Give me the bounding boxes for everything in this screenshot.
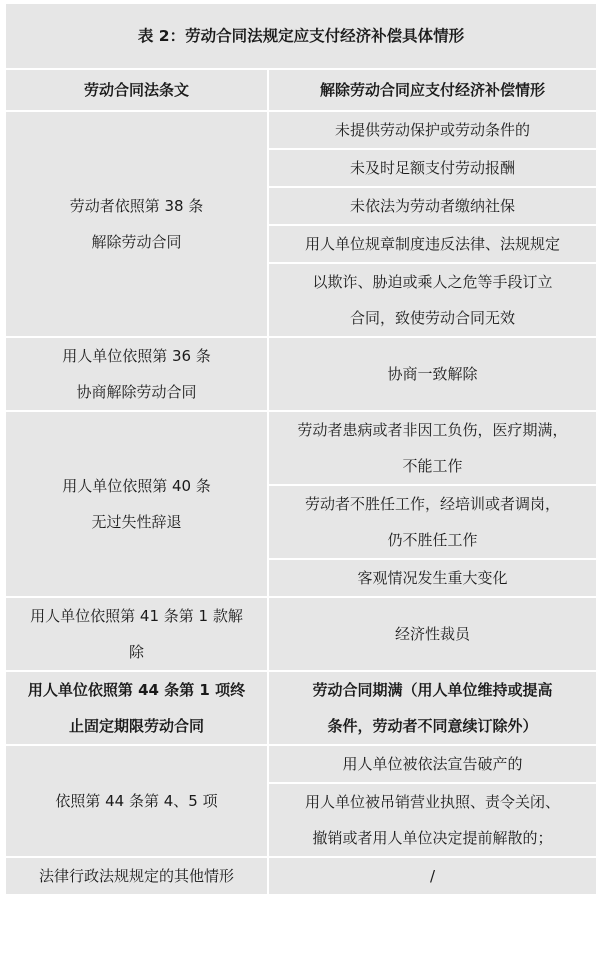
case-line: 条件，劳动者不同意续订除外） (327, 717, 538, 735)
case-line: 劳动者不胜任工作，经培训或者调岗， (304, 495, 560, 513)
case-line: 劳动合同期满（用人单位维持或提高 (312, 681, 553, 699)
table-row (5, 337, 597, 411)
case-line: 合同，致使劳动合同无效 (349, 309, 515, 327)
table-row (5, 111, 597, 149)
case-cell (268, 671, 597, 745)
header-article: 劳动合同法条文 (5, 69, 268, 111)
table-row (5, 411, 597, 485)
table-row (5, 857, 597, 895)
case-line: 劳动者患病或者非因工负伤，医疗期满， (297, 421, 568, 439)
header-situation: 解除劳动合同应支付经济补偿情形 (268, 69, 597, 111)
table-row (5, 671, 597, 745)
article-line: 除 (128, 643, 144, 661)
article-cell (5, 411, 268, 597)
article-line: 止固定期限劳动合同 (68, 717, 204, 735)
article-line: 无过失性辞退 (91, 513, 182, 531)
case-cell (268, 149, 597, 187)
case-line: 不能工作 (402, 457, 463, 475)
case-cell (268, 263, 597, 337)
case-line: 客观情况发生重大变化 (357, 569, 508, 587)
case-line: 协商一致解除 (387, 365, 478, 383)
article-cell (5, 671, 268, 745)
case-line: 用人单位规章制度违反法律、法规规定 (304, 235, 560, 253)
case-line: 撤销或者用人单位决定提前解散的； (312, 829, 553, 847)
article-cell (5, 597, 268, 671)
article-line: 依照第 44 条第 4、5 项 (55, 792, 218, 810)
case-cell (268, 187, 597, 225)
article-cell (5, 111, 268, 337)
case-cell (268, 337, 597, 411)
table-header-row (5, 69, 597, 111)
case-cell (268, 111, 597, 149)
article-line: 劳动者依照第 38 条 (69, 197, 204, 215)
case-line: 未依法为劳动者缴纳社保 (349, 197, 515, 215)
case-cell (268, 485, 597, 559)
case-line: / (429, 867, 436, 885)
article-cell (5, 745, 268, 857)
case-line: 以欺诈、胁迫或乘人之危等手段订立 (312, 273, 553, 291)
case-cell (268, 559, 597, 597)
table-row (5, 745, 597, 783)
table-title-row (5, 3, 597, 69)
table-row (5, 597, 597, 671)
case-cell (268, 597, 597, 671)
article-line: 协商解除劳动合同 (76, 383, 197, 401)
article-line: 用人单位依照第 40 条 (62, 477, 211, 495)
case-cell (268, 857, 597, 895)
article-line: 用人单位依照第 44 条第 1 项终 (27, 681, 246, 699)
case-line: 经济性裁员 (394, 625, 470, 643)
case-cell (268, 411, 597, 485)
case-cell (268, 745, 597, 783)
case-cell (268, 783, 597, 857)
table-title: 表 2：劳动合同法规定应支付经济补偿具体情形 (5, 3, 597, 69)
article-line: 用人单位依照第 41 条第 1 款解 (30, 607, 243, 625)
article-line: 解除劳动合同 (91, 233, 182, 251)
article-cell (5, 337, 268, 411)
case-cell (268, 225, 597, 263)
case-line: 用人单位被吊销营业执照、责令关闭、 (304, 793, 560, 811)
case-line: 未及时足额支付劳动报酬 (349, 159, 515, 177)
article-cell (5, 857, 268, 895)
case-line: 用人单位被依法宣告破产的 (342, 755, 523, 773)
case-line: 未提供劳动保护或劳动条件的 (334, 121, 530, 139)
article-line: 用人单位依照第 36 条 (62, 347, 211, 365)
case-line: 仍不胜任工作 (387, 531, 478, 549)
compensation-table (4, 2, 598, 896)
article-line: 法律行政法规规定的其他情形 (38, 867, 234, 885)
